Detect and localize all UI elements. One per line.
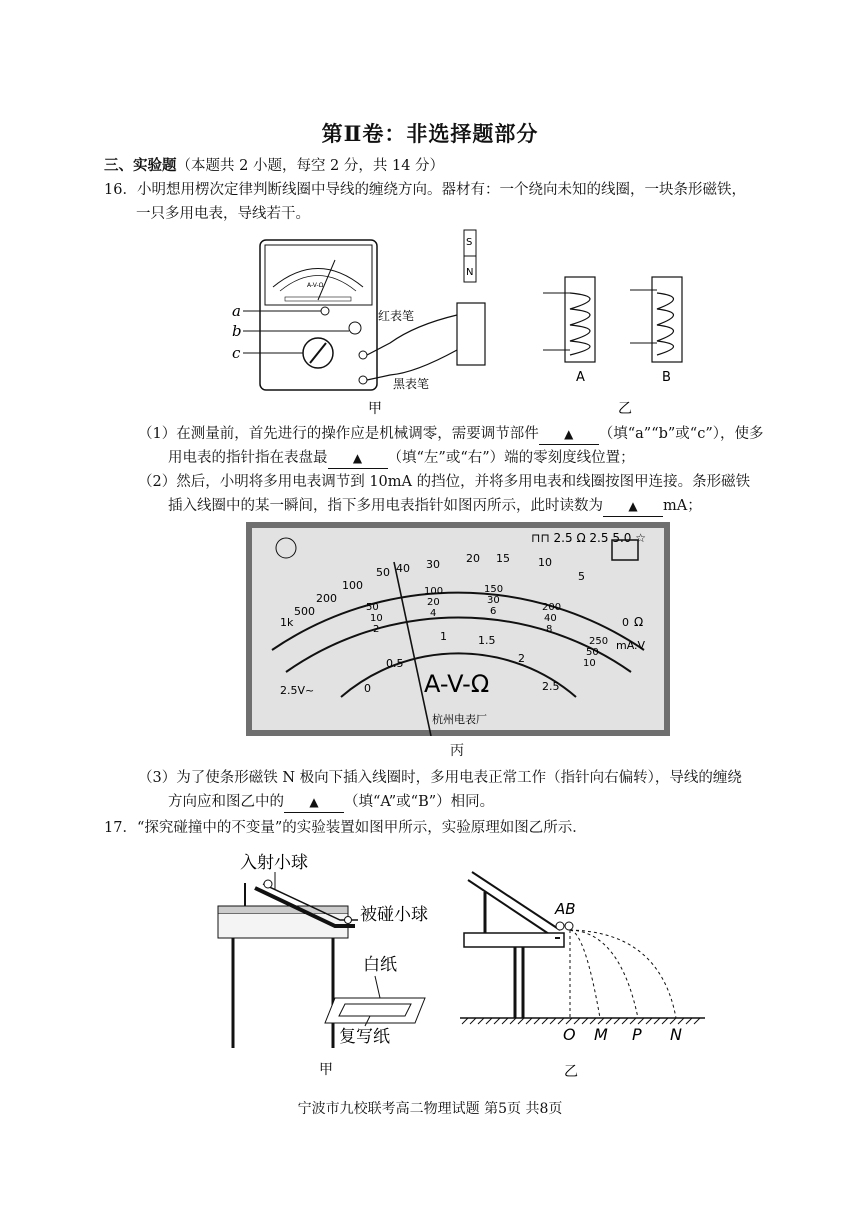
coil-block <box>457 303 485 365</box>
q16-number: 16． <box>104 182 137 198</box>
red-probe-label: 红表笔 <box>378 309 415 323</box>
q16-p3-text-c: （填“A”或“B”）相同。 <box>344 794 495 810</box>
section-note: （本题共 2 小题，每空 2 分，共 14 分） <box>176 158 445 174</box>
dc-tick-250: 250 <box>589 636 609 647</box>
point-m: M <box>594 1025 608 1044</box>
mechanical-zero-screw <box>321 307 329 315</box>
ohm-zero-knob <box>349 322 361 334</box>
label-c: c <box>232 344 241 362</box>
section-label: 三、实验题 <box>104 157 177 174</box>
q16-p1-text-d: （填“左”或“右”）端的零刻度线位置； <box>387 450 635 466</box>
dc-unit: mA.V <box>616 639 646 652</box>
trajectory-p <box>570 930 638 1018</box>
dc-tick-100: 100 <box>424 586 444 597</box>
answer-blank-4[interactable]: ▲ <box>284 792 344 813</box>
q16-part3-line2 <box>168 792 494 813</box>
coil-b-label: B <box>662 370 671 385</box>
incident-ball <box>264 880 272 888</box>
q17-caption-jia: 甲 <box>319 1062 333 1078</box>
q17-text: “探究碰撞中的不变量”的实验装置如图甲所示，实验原理如图乙所示． <box>136 820 587 836</box>
caption-jia: 甲 <box>368 401 382 417</box>
dc-tick-40: 40 <box>544 613 557 624</box>
dc-tick-2: 2 <box>373 624 380 635</box>
q16-p2-text-b: 插入线圈中的某一瞬间，指下多用电表指针如图丙所示，此时读数为 <box>168 498 603 514</box>
q16-text-1: 小明想用楞次定律判断线圈中导线的缠绕方向。器材有：一个绕向未知的线圈，一块条形磁铁， <box>136 182 746 198</box>
carbon-paper-label: 复写纸 <box>339 1027 390 1047</box>
q16-p1-text-c: 用电表的指针指在表盘最 <box>168 450 328 466</box>
positive-jack <box>359 351 367 359</box>
q16-line1 <box>104 180 746 200</box>
table-apron <box>218 914 348 938</box>
answer-blank-1[interactable]: ▲ <box>539 424 599 445</box>
point-n: N <box>670 1025 682 1044</box>
ohm-tick-30: 30 <box>426 558 440 571</box>
dc-tick-30: 30 <box>487 595 500 606</box>
ground-hatching <box>462 1018 700 1024</box>
ohm-tick-100: 100 <box>342 579 363 592</box>
q16-text-2: 一只多用电表，导线若干。 <box>136 206 310 222</box>
ohm-tick-10: 10 <box>538 556 552 569</box>
q16-part2-line2 <box>168 496 702 517</box>
dc-tick-50: 50 <box>366 602 379 613</box>
ohm-tick-20: 20 <box>466 552 480 565</box>
ohm-tick-50: 50 <box>376 566 390 579</box>
incident-ball-label: 入射小球 <box>240 853 308 873</box>
multimeter-dial-photo <box>246 522 670 736</box>
page-title: 第Ⅱ卷：非选择题部分 <box>321 121 539 146</box>
ac-tick-2.5: 2.5 <box>542 680 560 693</box>
q17-number: 17． <box>104 820 137 836</box>
caption-yi: 乙 <box>618 401 632 417</box>
point-o: O <box>563 1025 576 1044</box>
section-header <box>104 156 444 176</box>
ac-range-label: 2.5V~ <box>280 684 315 697</box>
q16-figure-jia-yi <box>225 225 695 420</box>
coil-b <box>630 277 682 362</box>
multimeter-scale-text: A-V-Ω <box>307 282 324 289</box>
black-probe-label: 黑表笔 <box>393 377 430 391</box>
q17-figure-yi <box>460 868 710 1083</box>
dial-main-text: A-V-Ω <box>424 670 490 698</box>
ohm-tick-40: 40 <box>396 562 410 575</box>
q17-figure-jia <box>215 848 445 1078</box>
ramp-line-lower <box>468 880 555 938</box>
q17-caption-yi: 乙 <box>564 1064 578 1080</box>
ball-a <box>556 922 564 930</box>
trajectory-m <box>570 930 600 1018</box>
ac-tick-0.5: 0.5 <box>386 657 404 670</box>
ohm-tick-200: 200 <box>316 592 337 605</box>
label-a: a <box>232 302 241 320</box>
ohm-tick-5: 5 <box>578 570 585 583</box>
q16-p3-text-b: 方向应和图乙中的 <box>168 794 284 810</box>
dial-top-right-marks: ⊓⊓ 2.5 Ω 2.5 5.0 ☆ <box>531 531 646 545</box>
coil-a-label: A <box>576 370 585 385</box>
q16-p1-text-a: （1）在测量前，首先进行的操作应是机械调零，需要调节部件 <box>138 426 539 442</box>
dc-tick-50b: 50 <box>586 647 599 658</box>
caption-bing: 丙 <box>450 743 464 759</box>
dc-tick-10b: 10 <box>583 658 596 669</box>
factory-name: 杭州电表厂 <box>432 713 487 726</box>
dc-tick-6: 6 <box>490 606 497 617</box>
table-top-side <box>464 933 564 947</box>
label-b: b <box>232 322 242 340</box>
point-p: P <box>632 1025 642 1044</box>
dial-face <box>252 528 664 730</box>
q16-part1-line2 <box>168 448 635 469</box>
q16-p1-text-b: （填“a”“b”或“c”），使多 <box>598 426 764 442</box>
ohm-tick-1k: 1k <box>280 616 294 629</box>
dc-tick-4: 4 <box>430 608 437 619</box>
table-top <box>218 906 348 914</box>
coil-a <box>543 277 595 362</box>
answer-blank-3[interactable]: ▲ <box>603 496 663 517</box>
ohm-tick-0: 0 <box>622 616 629 629</box>
white-paper-leader <box>375 976 380 998</box>
multimeter-dial-window <box>265 245 372 305</box>
black-probe-wire <box>367 350 457 380</box>
trajectory-n <box>570 930 676 1018</box>
ac-tick-1: 1 <box>440 630 447 643</box>
ac-tick-2: 2 <box>518 652 525 665</box>
q16-part1-line1 <box>138 424 764 445</box>
ac-tick-1.5: 1.5 <box>478 634 496 647</box>
ab-label: AB <box>555 900 576 918</box>
dc-tick-10: 10 <box>370 613 383 624</box>
answer-blank-2[interactable]: ▲ <box>328 448 388 469</box>
dc-tick-150: 150 <box>484 584 504 595</box>
dc-tick-200: 200 <box>542 602 562 613</box>
q17-line <box>104 818 587 838</box>
dc-tick-8: 8 <box>546 624 553 635</box>
negative-jack <box>359 376 367 384</box>
q16-p2-text-a: （2）然后，小明将多用电表调节到 10mA 的挡位，并将多用电表和线圈按图甲连接。条形磁铁 <box>138 474 751 490</box>
q16-p2-text-c: mA； <box>663 498 702 514</box>
ac-tick-0: 0 <box>364 682 371 695</box>
dc-tick-20: 20 <box>427 597 440 608</box>
ohm-tick-500: 500 <box>294 605 315 618</box>
white-paper-label: 白纸 <box>363 955 397 975</box>
target-ball-label: 被碰小球 <box>360 905 428 925</box>
ohm-unit: Ω <box>634 615 644 629</box>
q16-p3-text-a: （3）为了使条形磁铁 N 极向下插入线圈时，多用电表正常工作（指针向右偏转），导线的缠绕 <box>138 770 742 786</box>
page-footer: 宁波市九校联考高二物理试题 第5页 共8页 <box>297 1101 563 1117</box>
ball-b <box>565 922 573 930</box>
target-ball <box>345 917 352 924</box>
magnet-n-label: N <box>466 267 474 278</box>
white-paper <box>325 998 425 1023</box>
magnet-s-label: S <box>466 237 473 248</box>
ohm-tick-15: 15 <box>496 552 510 565</box>
